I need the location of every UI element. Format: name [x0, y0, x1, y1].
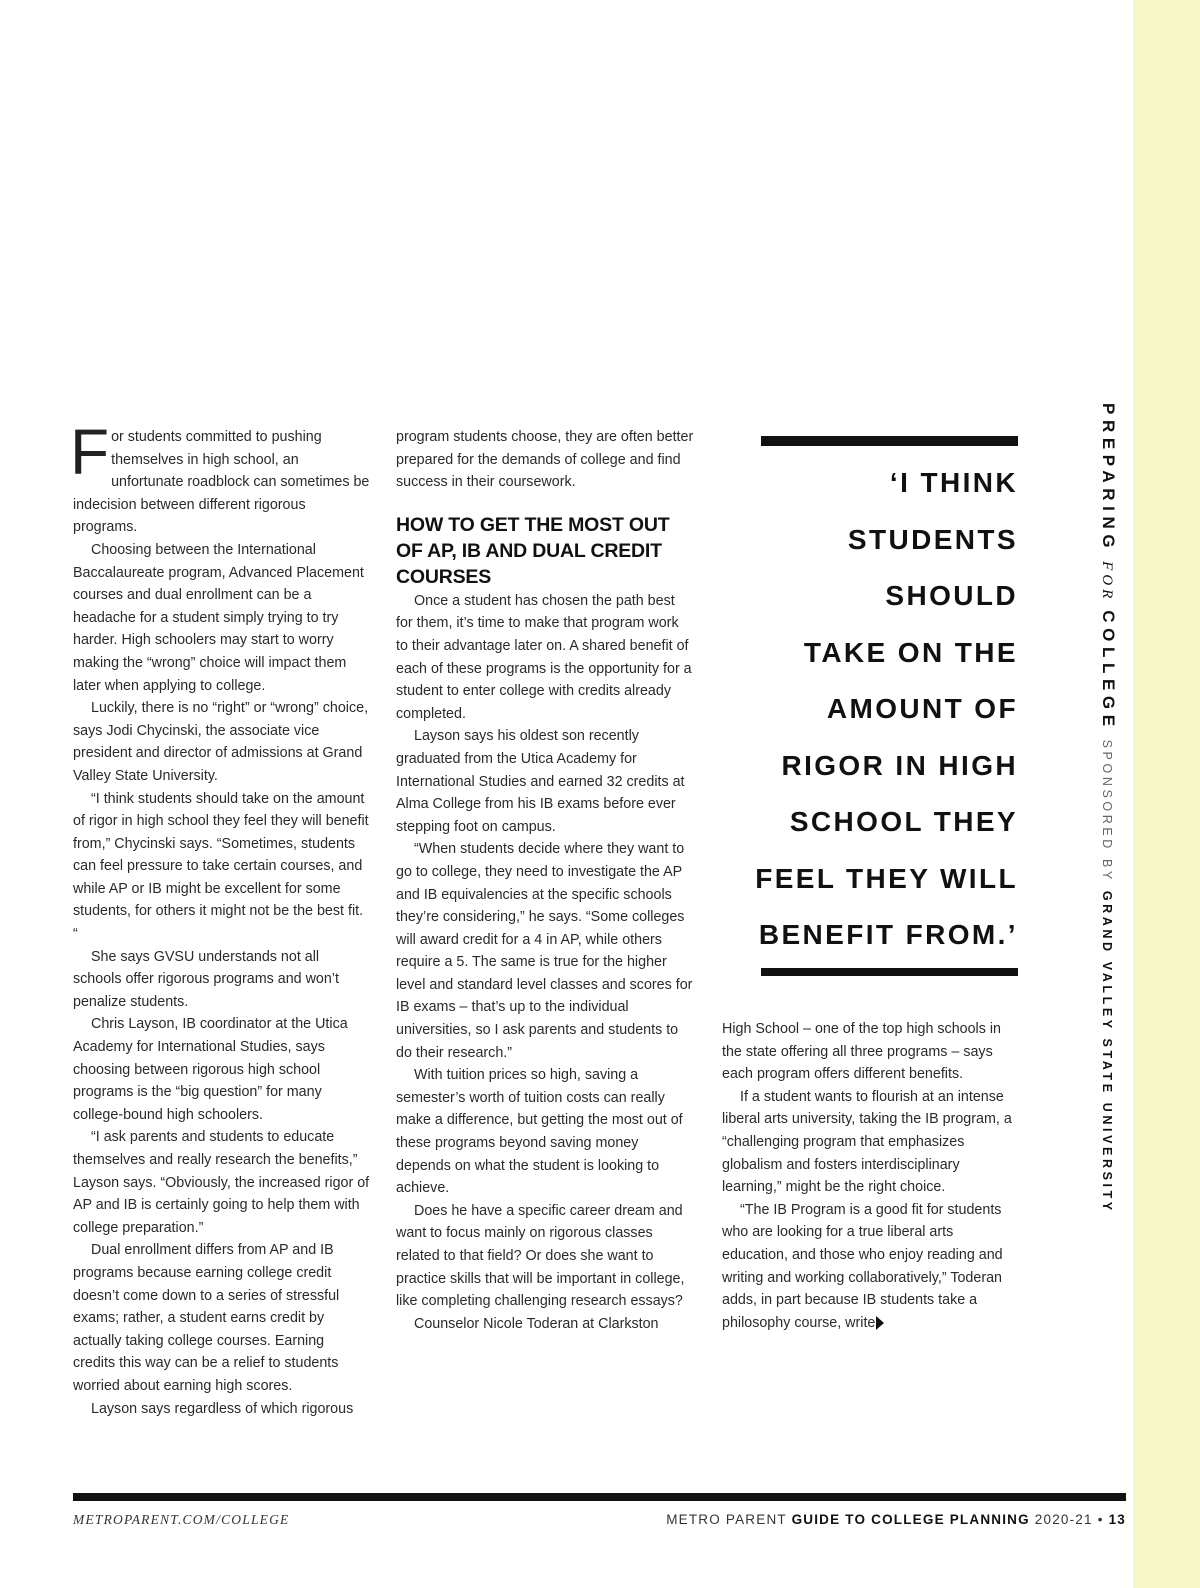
sidebar-band: [1133, 0, 1200, 1588]
article-column-2: [396, 426, 694, 1335]
pullquote-rule-bottom: [761, 968, 1018, 976]
article-column-3: [722, 1018, 1018, 1334]
section-word-preparing: PREPARING: [1099, 403, 1118, 554]
pullquote-line: TAKE ON THE: [803, 636, 1018, 668]
article-paragraph: Layson says his oldest son recently graduated from the Utica Academy for International Studies and earned 32 credits at Alma College from his IB exams before ever stepping foot on campus.: [396, 728, 685, 835]
article-paragraph: [722, 1199, 1018, 1335]
article-paragraph: Dual enrollment differs from AP and IB programs because earning college credit doesn’t come down to a series of stressful exams; rather, a student earns credit by actually taking college courses. Earning credits this way can be a relief to students worried about earning high scores.: [73, 1242, 340, 1394]
sponsor-name: GRAND VALLEY STATE UNIVERSITY: [1100, 890, 1114, 1214]
pullquote-line: AMOUNT OF: [826, 693, 1018, 724]
drop-cap: F: [70, 416, 110, 488]
pullquote-line: FEEL THEY WILL: [755, 862, 1018, 894]
pullquote-line: SHOULD: [885, 580, 1018, 611]
article-paragraph: “When students decide where they want to go to college, they need to investigate the AP and IB equivalencies at the specific schools they’re considering,” he says. “Some colleges will award credit for a 4 in AP, while others require a 5. The same is true for the higher level and standard level classes and scores for IB exams – that’s up to the individual universities, so I ask parents and students to do their research.”: [396, 841, 693, 1061]
footer-year: 2020-21: [1034, 1512, 1093, 1527]
article-paragraph: Chris Layson, IB coordinator at the Utica Academy for International Studies, says choosing between rigorous high school programs is the “big question” for many college-bound high schoolers.: [73, 1016, 348, 1123]
continue-arrow-icon: [876, 1316, 884, 1330]
article-paragraph: Layson says regardless of which rigorous: [91, 1400, 354, 1417]
article-paragraph: With tuition prices so high, saving a semester’s worth of tuition costs can really make a difference, but getting the most out of these programs beyond saving money depends on what the student is looking to achieve.: [396, 1067, 683, 1197]
article-paragraph: Choosing between the International Baccalaureate program, Advanced Placement courses and dual enrollment can be a headache for a student simply trying to try harder. High schoolers may start to worry making the “wrong” choice will impact them later when applying to college.: [73, 541, 364, 694]
article-paragraph: “I ask parents and students to educate themselves and really research the benefits,” Layson says. “Obviously, the increased rigor of AP and IB is certainly going to help them with college preparation.”: [73, 1129, 370, 1236]
footer-folio: [666, 1512, 1126, 1527]
pullquote-rule-top: [761, 436, 1018, 446]
section-word-college: COLLEGE: [1099, 610, 1118, 732]
article-paragraph: High School – one of the top high schools in the state offering all three programs – says each program offers different benefits.: [722, 1021, 1001, 1083]
pullquote: [740, 455, 1018, 964]
article-paragraph: If a student wants to flourish at an intense liberal arts university, taking the IB program, a “challenging program that emphasizes globalism and fosters interdisciplinary learning,” might be the right choice.: [722, 1088, 1012, 1196]
article-paragraph: [70, 416, 370, 539]
pullquote-line: SCHOOL THEY: [789, 806, 1018, 837]
footer-separator: •: [1097, 1512, 1104, 1527]
footer-rule: [73, 1493, 1126, 1501]
footer-guide-title: GUIDE TO COLLEGE PLANNING: [791, 1512, 1030, 1527]
article-paragraph: She says GVSU understands not all schools offer rigorous programs and won’t penalize students.: [73, 948, 339, 1010]
paragraph-text: “The IB Program is a good fit for students who are looking for a true liberal arts education, and those who enjoy reading and writing and working collaboratively,” Toderan adds, in part because IB students take a philosophy course, write: [722, 1201, 1003, 1331]
pullquote-line: RIGOR IN HIGH: [781, 749, 1018, 781]
pullquote-line: STUDENTS: [847, 523, 1018, 555]
article-paragraph: “I think students should take on the amount of rigor in high school they feel they will benefit from,” Chycinski says. “Sometimes, students can feel pressure to take certain courses, and while AP or IB might be excellent for some students, for others it might not be the best fit. “: [73, 790, 369, 943]
section-tab-vertical: [1097, 403, 1118, 1214]
article-paragraph: Luckily, there is no “right” or “wrong” choice, says Jodi Chycinski, the associate vice president and director of admissions at Grand Valley State University.: [73, 700, 369, 784]
paragraph-text: or students committed to pushing themselves in high school, an unfortunate roadblock can sometimes be indecision between different rigorous programs.: [73, 429, 370, 536]
section-subhead: HOW TO GET THE MOST OUT OF AP, IB AND DUAL CREDIT COURSES: [396, 513, 670, 588]
pullquote-line: ‘I THINK: [889, 467, 1018, 498]
section-word-for: FOR: [1099, 561, 1115, 603]
article-paragraph: Counselor Nicole Toderan at Clarkston: [414, 1315, 659, 1332]
page-number: 13: [1108, 1512, 1126, 1527]
footer-publication: METRO PARENT: [666, 1512, 787, 1527]
article-paragraph: Does he have a specific career dream and want to focus mainly on rigorous classes related to that field? Or does she want to practice skills that will be important in college, like completing challenging research essays?: [396, 1202, 685, 1310]
article-paragraph: Once a student has chosen the path best for them, it’s time to make that program work to their advantage later on. A shared benefit of each of these programs is the opportunity for a student to enter college with credits already completed.: [396, 592, 692, 722]
article-paragraph: program students choose, they are often better prepared for the demands of college and find success in their coursework.: [396, 429, 694, 491]
pullquote-line: BENEFIT FROM.’: [758, 919, 1018, 950]
article-column-1: [70, 416, 370, 1420]
footer-url: METROPARENT.COM/COLLEGE: [73, 1512, 290, 1527]
sponsored-by-label: SPONSORED BY: [1100, 739, 1114, 883]
